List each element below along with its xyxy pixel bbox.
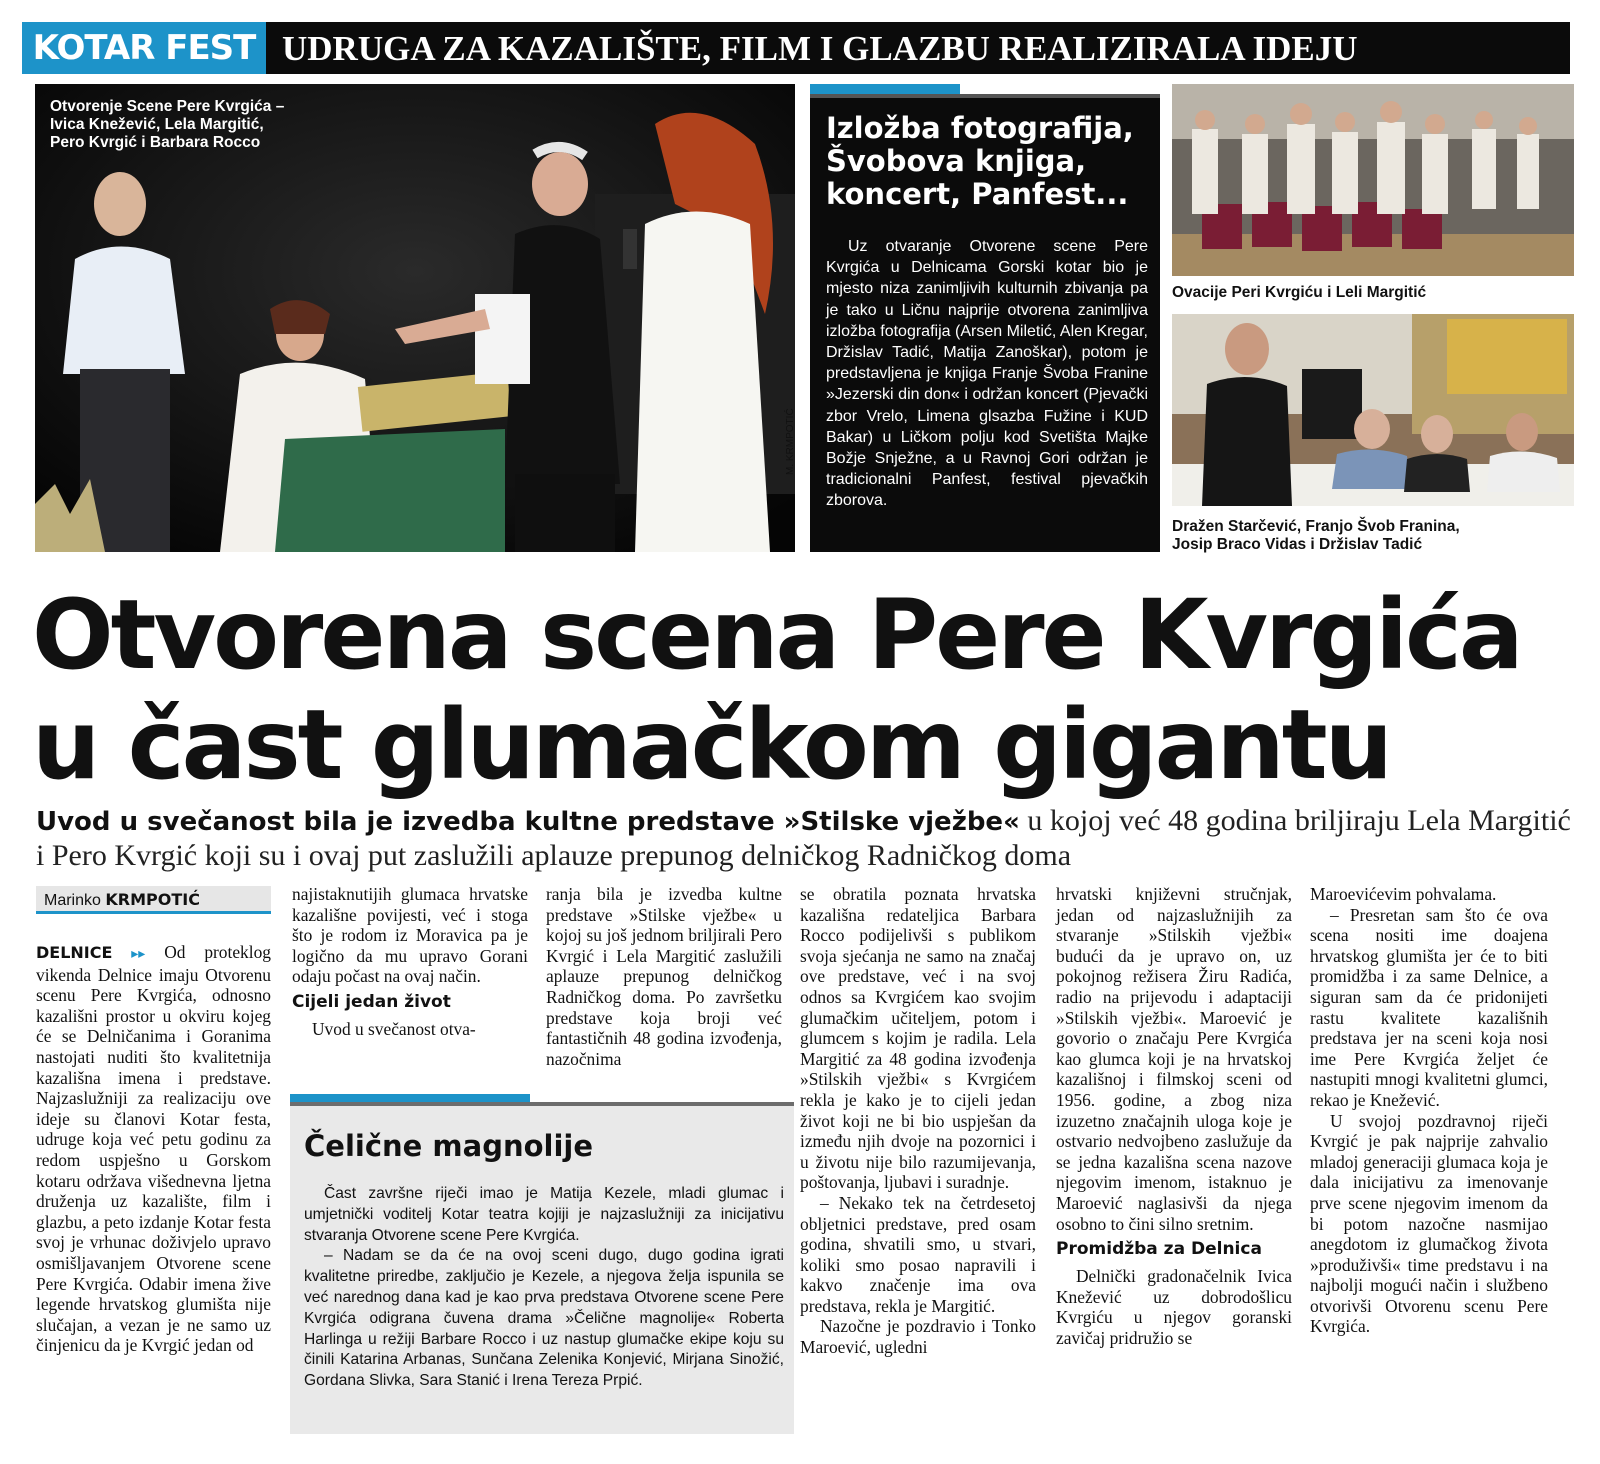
deck <box>36 804 1576 873</box>
column-text: ranja bila je izvedba kultne predstave »Stilske vježbe« u kojoj su još jednom briljirali Pero Kvrgić i Lela Margitić zaslužili aplauze prepunog delničkog Radničkog doma. Po završetku predstave koja broji već fantastičnih 48 godina izvođenja, nazočnima <box>546 884 782 1069</box>
article-column-1 <box>36 942 271 1356</box>
panel-photo <box>1172 314 1574 506</box>
dateline: DELNICE <box>36 943 113 962</box>
caption-line: Ivica Knežević, Lela Margitić, <box>50 116 264 133</box>
article-column-3 <box>546 884 782 1069</box>
column-text: Od proteklog vikenda Delnice imaju Otvorenu scenu Pere Kvrgića, odnosno kazališni prostor u okviru kojeg će se Delničanima i Goranima nastojati nuditi što kvalitetnija kazališna imena i predstave. Najzaslužniji za realizaciju ove ideje su članovi Kotar festa, udruge koja već petu godinu za redom uspješno u Gorskom kotaru održava višednevna ljetna druženja uz kazalište, film i glazbu, a peto izdanje Kotar festa svoj je vrhunac doživjelo upravo osmišljavanjem Otvorene scene Pere Kvrgića. Odabir imena žive legende hrvatskog glumišta nije slučajan, a vezan je ne samo uz činjenicu da je Kvrgić jedan od <box>36 942 271 1356</box>
deck-rest: u kojoj već 48 godina briljiraju Lela Margitić i Pero Kvrgić koji su i ovaj put zaslužili aplauze prepunog delničkog Radničkog doma <box>36 804 1571 872</box>
box-title-line: Izložba fotografija, <box>826 111 1134 145</box>
column-text: Maroevićevim pohvalama. <box>1310 884 1497 904</box>
headline-line-2: u čast glumačkom gigantu <box>32 689 1390 801</box>
column-text: U svojoj pozdravnoj riječi Kvrgić je pak najprije zahvalio mladoj generaciji glumaca koja je dala inicijativu za imenovanje prve scene njegovim imenom da bi potom nazočne nasmijao anegdotom iz glumačkog života »produživši« time predstavu i na najbolji mogući način i službeno otvorivši Otvorenu scenu Pere Kvrgića. <box>1310 1110 1548 1337</box>
audience-photo-caption: Ovacije Peri Kvrgiću i Leli Margitić <box>1172 284 1427 301</box>
photo-credit: M. KRMPOTIĆ <box>785 408 796 475</box>
column-text: Delnički gradonačelnik Ivica Knežević uz dobrodošlicu Kvrgiću u njegov goranski zavičaj pridružio se <box>1056 1266 1292 1348</box>
gray-box-title: Čelične magnolije <box>304 1129 594 1163</box>
caption-line: Pero Kvrgić i Barbara Rocco <box>50 134 261 151</box>
column-text: – Nekako tek na četrdesetoj obljetnici predstave, pred osam godina, shvatili smo, u stvari, koliki smo posao napravili i kakvo značenje ima ova predstava, rekla je Margitić. <box>800 1192 1036 1316</box>
article-column-6 <box>1310 884 1548 1337</box>
deck-bold: Uvod u svečanost bila je izvedba kultne predstave »Stilske vježbe« <box>36 807 1020 837</box>
column-text: – Presretan sam što će ova scena nositi ime doajena hrvatskog glumišta jer će to biti promidžba i za same Delnice, a siguran sam da će pridonijeti rastu kvalitete kazališnih predstava jer na sceni koja nosi ime Pere Kvrgića željet će nastupiti mnogi kvalitetni glumci, rekao je Knežević. <box>1310 904 1548 1110</box>
box-title-line: Švobova knjiga, <box>826 144 1087 178</box>
column-text: Uvod u svečanost otva- <box>312 1018 476 1039</box>
gray-box-paragraph: – Nadam se da će na ovoj sceni dugo, dugo godina igrati kvalitetne priredbe, zaključio je Kezele, a njegova želja ispunila se već narednog dana kad je kao prva predstava Otvorene scene Pere Kvrgića odigrana čuvena drama »Čelične magnolije« Roberta Harlinga u režiji Barbare Rocco i uz nastup glumačke ekipe koju su činili Katarina Arbanas, Sunčana Zelenika Konjević, Mirjana Sinožić, Gordana Slivka, Sara Stanić i Irena Tereza Prpić. <box>304 1247 784 1390</box>
article-column-4 <box>800 884 1036 1358</box>
box-title-line: koncert, Panfest... <box>826 177 1129 211</box>
main-photo-caption <box>50 98 370 152</box>
audience-photo <box>1172 84 1574 276</box>
sidebar-box-text: Uz otvaranje Otvorene scene Pere Kvrgića u Delnicama Gorski kotar bio je mjesto niza zanimljivih kulturnih zbivanja pa je tako u Ličnu najprije otvorena zanimljiva izložba fotografija (Arsen Miletić, Alen Kregar, Držislav Tadić, Matija Zanoškar), potom je predstavljena je knjiga Franje Švoba Franine »Jezerski din don« i održan koncert (Pjevački zbor Vrelo, Limena glsazba Fužine i KUD Bakar) u Ličkom polju kod Svetišta Majke Božje Snježne, a u Ravnoj Gori održan je tradicionalni Panfest, festival pjevačkih zborova. <box>826 238 1148 510</box>
article-column-5 <box>1056 884 1292 1348</box>
caption-line: Dražen Starčević, Franjo Švob Franina, <box>1172 518 1460 535</box>
panel-photo-caption <box>1172 518 1574 554</box>
author-first-name: Marinko <box>44 892 101 909</box>
section-tag: KOTAR FEST <box>22 22 266 74</box>
gray-box-text <box>304 1184 784 1392</box>
column-text: se obratila poznata hrvatska kazališna redateljica Barbara Rocco podijelivši s publikom svoja sjećanja ne samo na značaj ove predstave, već i na svoj odnos sa Kvrgićem kao svojim glumačkim učiteljem, potom i glumcem s kojim je radila. Lela Margitić za 48 godina izvođenja »Stilskih vježbi« s Kvrgićem rekla je kako je to cijeli jedan život koji ne bi bio uspješan da između njih dvoje na pozornici i u životu nije bilo razumijevanja, poštovanja, ljubavi i suradnje. <box>800 884 1036 1193</box>
header-title: UDRUGA ZA KAZALIŠTE, FILM I GLAZBU REALIZIRALA IDEJU <box>282 29 1358 68</box>
dateline-arrow-icon: ▸▸ <box>131 946 146 962</box>
sidebar-box-title <box>826 112 1156 211</box>
caption-line: Otvorenje Scene Pere Kvrgića – <box>50 98 285 115</box>
column-text: hrvatski književni stručnjak, jedan od najzaslužnijih za stvaranje »Stilskih vježbi« budući da je upravo on, uz pokojnog režisera Žiru Radića, radio na prijevodu i adaptaciji »Stilskih vježbi«. Maroević je govorio o značaju Pere Kvrgića kao glumca koji je na hrvatskoj kazališnoj i filmskoj sceni od 1956. godine, a zbog niza izuzetno značajnih uloga koje je ostvario nedvojbeno zaslužuje da se jedna kazališna scena nazove njegovim imenom, istaknuo je Maroević naglasivši da njega osobno to čini silno sretnim. <box>1056 884 1292 1234</box>
headline-line-1: Otvorena scena Pere Kvrgića <box>32 579 1521 691</box>
subheading-cijeli-jedan-zivot: Cijeli jedan život <box>292 991 451 1012</box>
gray-box-paragraph: Čast završne riječi imao je Matija Kezele, mladi glumac i umjetnički voditelj Kotar teatra kojiji je najzaslužniji za inicijativu stvaranja Otvorene scene Pere Kvrgića. <box>304 1185 784 1244</box>
article-column-2 <box>292 884 528 1040</box>
main-photo <box>35 84 795 552</box>
author-byline <box>36 886 271 914</box>
column-text: Nazočne je pozdravio i Tonko Maroević, ugledni <box>800 1316 1036 1358</box>
author-last-name: KRMPOTIĆ <box>105 890 200 909</box>
subheading-promidzba: Promidžba za Delnica <box>1056 1239 1262 1260</box>
column-text: najistaknutijih glumaca hrvatske kazališne povijesti, već i stoga što je rodom iz Moravica pa je logično da mu upravo Gorani odaju počast na ovaj način. <box>292 884 528 987</box>
caption-line: Josip Braco Vidas i Držislav Tadić <box>1172 536 1423 553</box>
